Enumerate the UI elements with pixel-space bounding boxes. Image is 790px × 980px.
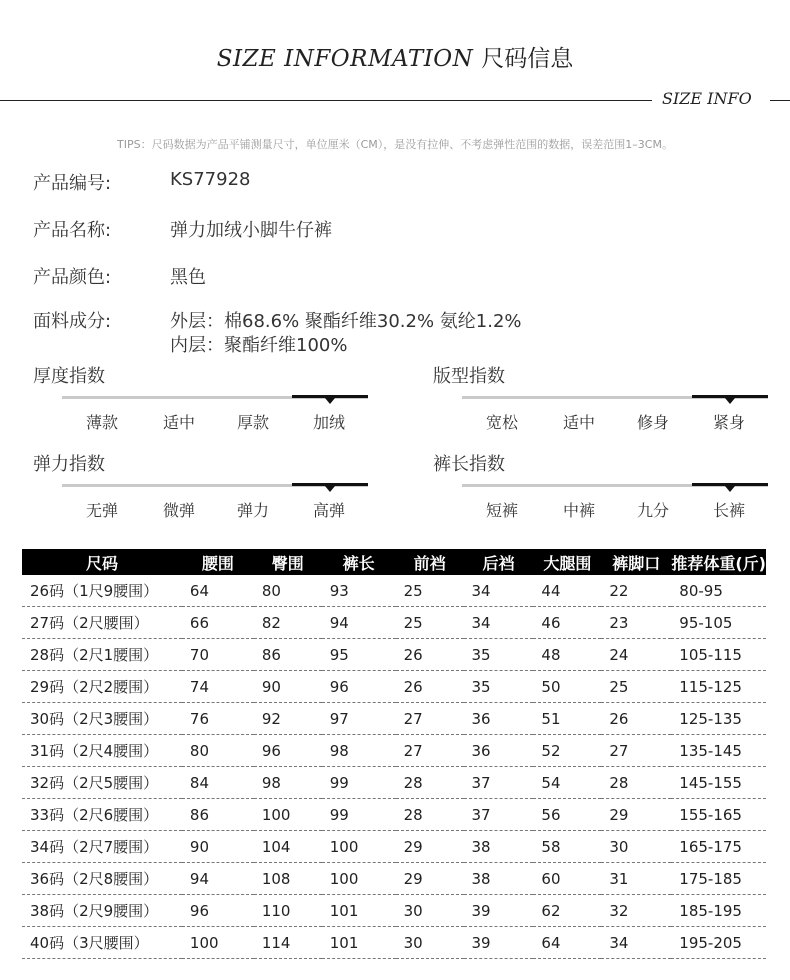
- header-cell: 腰围: [182, 549, 254, 575]
- product-name-value: 弹力加绒小脚牛仔裤: [170, 220, 332, 241]
- table-cell: 34: [464, 575, 534, 607]
- table-cell: 94: [322, 607, 396, 639]
- table-cell: 145-155: [671, 767, 766, 799]
- table-cell: 90: [254, 671, 322, 703]
- index-title: 厚度指数: [33, 366, 105, 387]
- index-option: 修身: [636, 413, 669, 432]
- table-cell: 27: [601, 735, 671, 767]
- table-cell: 64: [182, 575, 254, 607]
- index-option: 适中: [162, 413, 195, 432]
- table-cell: 155-165: [671, 799, 766, 831]
- table-cell: 31: [601, 863, 671, 895]
- table-cell: 28: [396, 767, 464, 799]
- table-cell: 80: [254, 575, 322, 607]
- table-row: [22, 895, 766, 927]
- page-title: [0, 40, 790, 73]
- table-cell: 101: [322, 895, 396, 927]
- index-option: 九分: [636, 501, 669, 520]
- index-option: 紧身: [712, 413, 745, 432]
- table-cell: 104: [254, 831, 322, 863]
- table-cell: 185-195: [671, 895, 766, 927]
- table-cell: 135-145: [671, 735, 766, 767]
- table-cell: 34码（2尺7腰围）: [22, 831, 182, 863]
- index-option: 中裤: [562, 501, 595, 520]
- tips-text: TIPS：尺码数据为产品平铺测量尺寸，单位厘米（CM），是没有拉伸、不考虑弹性范围的数据，误差范围1–3CM。: [117, 138, 673, 151]
- index-option: 加绒: [312, 413, 345, 432]
- table-cell: 27: [396, 703, 464, 735]
- index-option: 厚款: [236, 413, 269, 432]
- table-cell: 26: [601, 703, 671, 735]
- table-cell: 84: [182, 767, 254, 799]
- table-row: [22, 671, 766, 703]
- table-cell: 39: [464, 895, 534, 927]
- table-cell: 105-115: [671, 639, 766, 671]
- index-option: 宽松: [485, 413, 518, 432]
- table-cell: 30: [601, 831, 671, 863]
- table-cell: 175-185: [671, 863, 766, 895]
- index-option: 短裤: [485, 501, 518, 520]
- product-code-label: 产品编号:: [33, 173, 112, 194]
- table-row: [22, 639, 766, 671]
- header-cell: 裤脚口: [601, 549, 671, 575]
- table-cell: 74: [182, 671, 254, 703]
- table-cell: 36: [464, 703, 534, 735]
- table-cell: 95-105: [671, 607, 766, 639]
- table-cell: 48: [533, 639, 601, 671]
- table-cell: 95: [322, 639, 396, 671]
- table-cell: 76: [182, 703, 254, 735]
- table-cell: 25: [396, 575, 464, 607]
- size-info-label: SIZE INFO: [662, 89, 752, 108]
- header-cell: 推荐体重(斤): [671, 549, 766, 575]
- table-cell: 36: [464, 735, 534, 767]
- header-cell: 大腿围: [533, 549, 601, 575]
- table-cell: 93: [322, 575, 396, 607]
- table-cell: 30: [396, 927, 464, 959]
- table-cell: 99: [322, 767, 396, 799]
- table-cell: 28码（2尺1腰围）: [22, 639, 182, 671]
- fabric-label: 面料成分:: [33, 311, 112, 332]
- index-option: 微弹: [162, 501, 195, 520]
- table-cell: 36码（2尺8腰围）: [22, 863, 182, 895]
- table-cell: 30码（2尺3腰围）: [22, 703, 182, 735]
- index-pointer-icon: [325, 486, 335, 492]
- table-row: [22, 767, 766, 799]
- index-track: [62, 396, 368, 399]
- table-cell: 30: [396, 895, 464, 927]
- table-cell: 94: [182, 863, 254, 895]
- table-cell: 29: [601, 799, 671, 831]
- table-body: [22, 575, 766, 959]
- table-cell: 37: [464, 767, 534, 799]
- table-cell: 34: [464, 607, 534, 639]
- index-option: 薄款: [85, 413, 118, 432]
- product-name-label: 产品名称:: [33, 220, 112, 241]
- header-cell: 尺码: [22, 549, 182, 575]
- table-cell: 39: [464, 927, 534, 959]
- table-cell: 29: [396, 831, 464, 863]
- table-cell: 70: [182, 639, 254, 671]
- index-pointer-icon: [325, 398, 335, 404]
- table-cell: 26: [396, 671, 464, 703]
- table-cell: 108: [254, 863, 322, 895]
- table-cell: 38: [464, 863, 534, 895]
- table-cell: 26码（1尺9腰围）: [22, 575, 182, 607]
- table-cell: 56: [533, 799, 601, 831]
- header-cell: 前裆: [396, 549, 464, 575]
- table-cell: 27码（2尺腰围）: [22, 607, 182, 639]
- title-chinese: 尺码信息: [481, 46, 574, 72]
- product-code-value: KS77928: [170, 169, 251, 190]
- table-cell: 96: [182, 895, 254, 927]
- table-cell: 37: [464, 799, 534, 831]
- table-cell: 100: [322, 831, 396, 863]
- table-cell: 96: [254, 735, 322, 767]
- table-row: [22, 735, 766, 767]
- table-cell: 62: [533, 895, 601, 927]
- table-cell: 96: [322, 671, 396, 703]
- index-option: 高弹: [312, 501, 345, 520]
- table-cell: 97: [322, 703, 396, 735]
- fabric-inner-value: 内层：聚酯纤维100%: [170, 335, 348, 356]
- elasticity-index: [33, 450, 373, 525]
- length-index: [433, 450, 773, 525]
- table-cell: 114: [254, 927, 322, 959]
- table-cell: 51: [533, 703, 601, 735]
- table-cell: 80-95: [671, 575, 766, 607]
- index-track: [462, 396, 768, 399]
- table-cell: 29码（2尺2腰围）: [22, 671, 182, 703]
- table-cell: 28: [396, 799, 464, 831]
- index-option: 适中: [562, 413, 595, 432]
- table-cell: 98: [322, 735, 396, 767]
- fabric-outer-value: 外层：棉68.6% 聚酯纤维30.2% 氨纶1.2%: [170, 311, 522, 332]
- index-pointer-icon: [725, 486, 735, 492]
- table-cell: 54: [533, 767, 601, 799]
- index-title: 版型指数: [433, 366, 505, 387]
- index-track: [62, 484, 368, 487]
- table-cell: 27: [396, 735, 464, 767]
- table-row: [22, 799, 766, 831]
- table-row: [22, 607, 766, 639]
- table-cell: 38: [464, 831, 534, 863]
- table-cell: 32: [601, 895, 671, 927]
- table-cell: 35: [464, 671, 534, 703]
- size-table: [22, 549, 766, 959]
- table-cell: 40码（3尺腰围）: [22, 927, 182, 959]
- index-option: 无弹: [85, 501, 118, 520]
- table-cell: 29: [396, 863, 464, 895]
- table-row: [22, 703, 766, 735]
- table-cell: 35: [464, 639, 534, 671]
- header-cell: 后裆: [464, 549, 534, 575]
- table-cell: 165-175: [671, 831, 766, 863]
- table-cell: 115-125: [671, 671, 766, 703]
- table-cell: 26: [396, 639, 464, 671]
- table-cell: 32码（2尺5腰围）: [22, 767, 182, 799]
- table-cell: 34: [601, 927, 671, 959]
- table-cell: 101: [322, 927, 396, 959]
- table-cell: 46: [533, 607, 601, 639]
- table-cell: 86: [254, 639, 322, 671]
- index-pointer-icon: [725, 398, 735, 404]
- table-row: [22, 863, 766, 895]
- table-row: [22, 831, 766, 863]
- header-cell: 臀围: [254, 549, 322, 575]
- table-cell: 52: [533, 735, 601, 767]
- table-cell: 195-205: [671, 927, 766, 959]
- divider-line: [0, 100, 652, 101]
- table-cell: 86: [182, 799, 254, 831]
- table-row: [22, 575, 766, 607]
- table-cell: 23: [601, 607, 671, 639]
- table-cell: 100: [254, 799, 322, 831]
- table-cell: 44: [533, 575, 601, 607]
- table-cell: 100: [322, 863, 396, 895]
- product-color-label: 产品颜色:: [33, 267, 112, 288]
- table-cell: 110: [254, 895, 322, 927]
- table-cell: 66: [182, 607, 254, 639]
- product-color-value: 黑色: [170, 267, 206, 288]
- thickness-index: [33, 362, 373, 437]
- index-option: 长裤: [712, 501, 745, 520]
- header-cell: 裤长: [322, 549, 396, 575]
- index-option: 弹力: [236, 501, 269, 520]
- table-cell: 99: [322, 799, 396, 831]
- table-cell: 31码（2尺4腰围）: [22, 735, 182, 767]
- table-cell: 22: [601, 575, 671, 607]
- table-cell: 98: [254, 767, 322, 799]
- table-cell: 33码（2尺6腰围）: [22, 799, 182, 831]
- table-cell: 28: [601, 767, 671, 799]
- table-cell: 92: [254, 703, 322, 735]
- fit-index: [433, 362, 773, 437]
- table-cell: 100: [182, 927, 254, 959]
- table-cell: 58: [533, 831, 601, 863]
- table-cell: 125-135: [671, 703, 766, 735]
- table-header-row: [22, 549, 766, 575]
- table-cell: 80: [182, 735, 254, 767]
- table-cell: 60: [533, 863, 601, 895]
- index-title: 弹力指数: [33, 454, 105, 475]
- title-english: SIZE INFORMATION: [216, 46, 474, 72]
- table-cell: 64: [533, 927, 601, 959]
- table-cell: 82: [254, 607, 322, 639]
- table-cell: 25: [601, 671, 671, 703]
- table-cell: 50: [533, 671, 601, 703]
- index-title: 裤长指数: [433, 454, 505, 475]
- table-cell: 90: [182, 831, 254, 863]
- divider-line-right: [770, 100, 790, 101]
- table-row: [22, 927, 766, 959]
- table-cell: 38码（2尺9腰围）: [22, 895, 182, 927]
- table-cell: 25: [396, 607, 464, 639]
- table-cell: 24: [601, 639, 671, 671]
- index-track: [462, 484, 768, 487]
